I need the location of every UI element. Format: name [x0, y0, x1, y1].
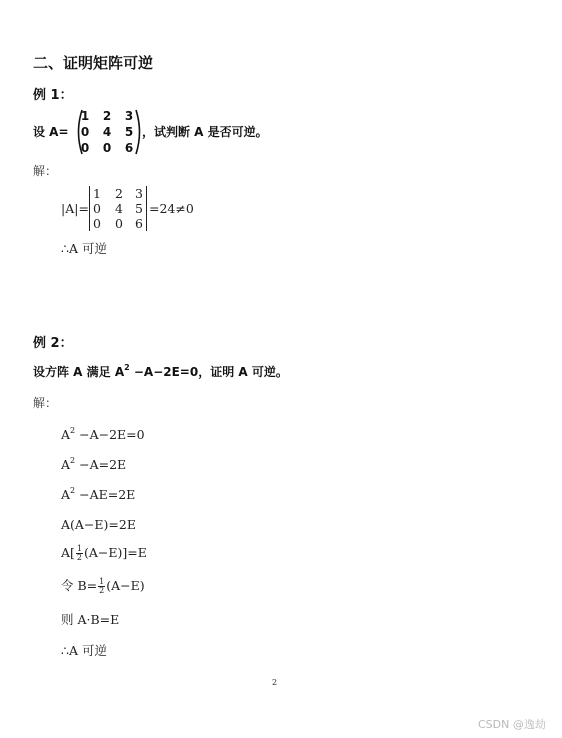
- step-text: −A−2E=0: [75, 427, 145, 442]
- fraction: [98, 578, 105, 595]
- step-6: [61, 576, 145, 595]
- fraction-denominator: 2: [76, 553, 82, 562]
- det-cell: 4: [115, 201, 123, 216]
- step-2: [61, 456, 126, 472]
- example2-solution-label: 解：: [33, 396, 58, 410]
- det-cell: 0: [93, 201, 101, 216]
- section-title: 二、证明矩阵可逆: [33, 54, 154, 72]
- matrix-cell: 0: [80, 125, 90, 139]
- step-text: (A−E)]=E: [84, 545, 147, 560]
- example1-solution-label: 解：: [33, 164, 58, 178]
- fraction-numerator: 1: [76, 544, 82, 553]
- step-text: (A−E): [106, 578, 145, 593]
- matrix-cell: 4: [102, 125, 112, 139]
- step-5: [61, 545, 147, 562]
- det-cell: 3: [135, 186, 143, 201]
- fraction: [76, 545, 83, 562]
- step-text: −A=2E: [75, 457, 127, 472]
- step-text: A: [61, 427, 71, 442]
- matrix-cell: 6: [124, 141, 134, 155]
- det-cell: 6: [135, 216, 143, 231]
- matrix-cell: 5: [124, 125, 134, 139]
- det-cell: 0: [115, 216, 123, 231]
- step-text: A[: [61, 545, 75, 560]
- step-sup: 2: [70, 456, 76, 465]
- example2-question: [33, 363, 288, 380]
- watermark: CSDN @逸劫: [478, 718, 546, 731]
- example1-question-prefix: 设 A=: [33, 125, 69, 139]
- step-text: 令 B=: [61, 578, 98, 593]
- step-7: 则 A·B=E: [61, 612, 120, 627]
- det-matrix: [90, 186, 148, 232]
- fraction-numerator: 1: [99, 577, 105, 586]
- det-cell: 0: [93, 216, 101, 231]
- example2-label: 例 2：: [33, 336, 73, 351]
- fraction-denominator: 2: [99, 586, 105, 595]
- step-text: A: [61, 457, 71, 472]
- question-part2: −A−2E=0，证明 A 可逆。: [129, 365, 288, 379]
- matrix-cell: 3: [124, 109, 134, 123]
- question-part1: 设方阵 A 满足 A: [33, 365, 125, 379]
- example1-question-suffix: ，试判断 A 是否可逆。: [142, 125, 268, 139]
- det-prefix: |A|=: [61, 201, 89, 216]
- matrix-cell: 0: [80, 141, 90, 155]
- example1-matrix: [78, 109, 138, 157]
- page-number: 2: [272, 678, 278, 687]
- step-sup: 2: [70, 426, 76, 435]
- example1-label: 例 1：: [33, 88, 73, 103]
- step-text: A: [61, 487, 71, 502]
- det-cell: 5: [135, 201, 143, 216]
- step-4: A(A−E)=2E: [61, 517, 136, 532]
- step-sup: 2: [70, 486, 76, 495]
- matrix-cell: 1: [80, 109, 90, 123]
- question-sup: 2: [124, 363, 130, 372]
- matrix-cell: 0: [102, 141, 112, 155]
- det-suffix: =24≠0: [149, 201, 194, 216]
- example1-conclusion: ∴A 可逆: [61, 241, 107, 256]
- det-cell: 1: [93, 186, 101, 201]
- matrix-cell: 2: [102, 109, 112, 123]
- step-text: −AE=2E: [75, 487, 136, 502]
- step-8: ∴A 可逆: [61, 643, 107, 658]
- step-1: [61, 426, 145, 442]
- step-3: [61, 486, 135, 502]
- det-right-bar: [146, 186, 147, 231]
- det-cell: 2: [115, 186, 123, 201]
